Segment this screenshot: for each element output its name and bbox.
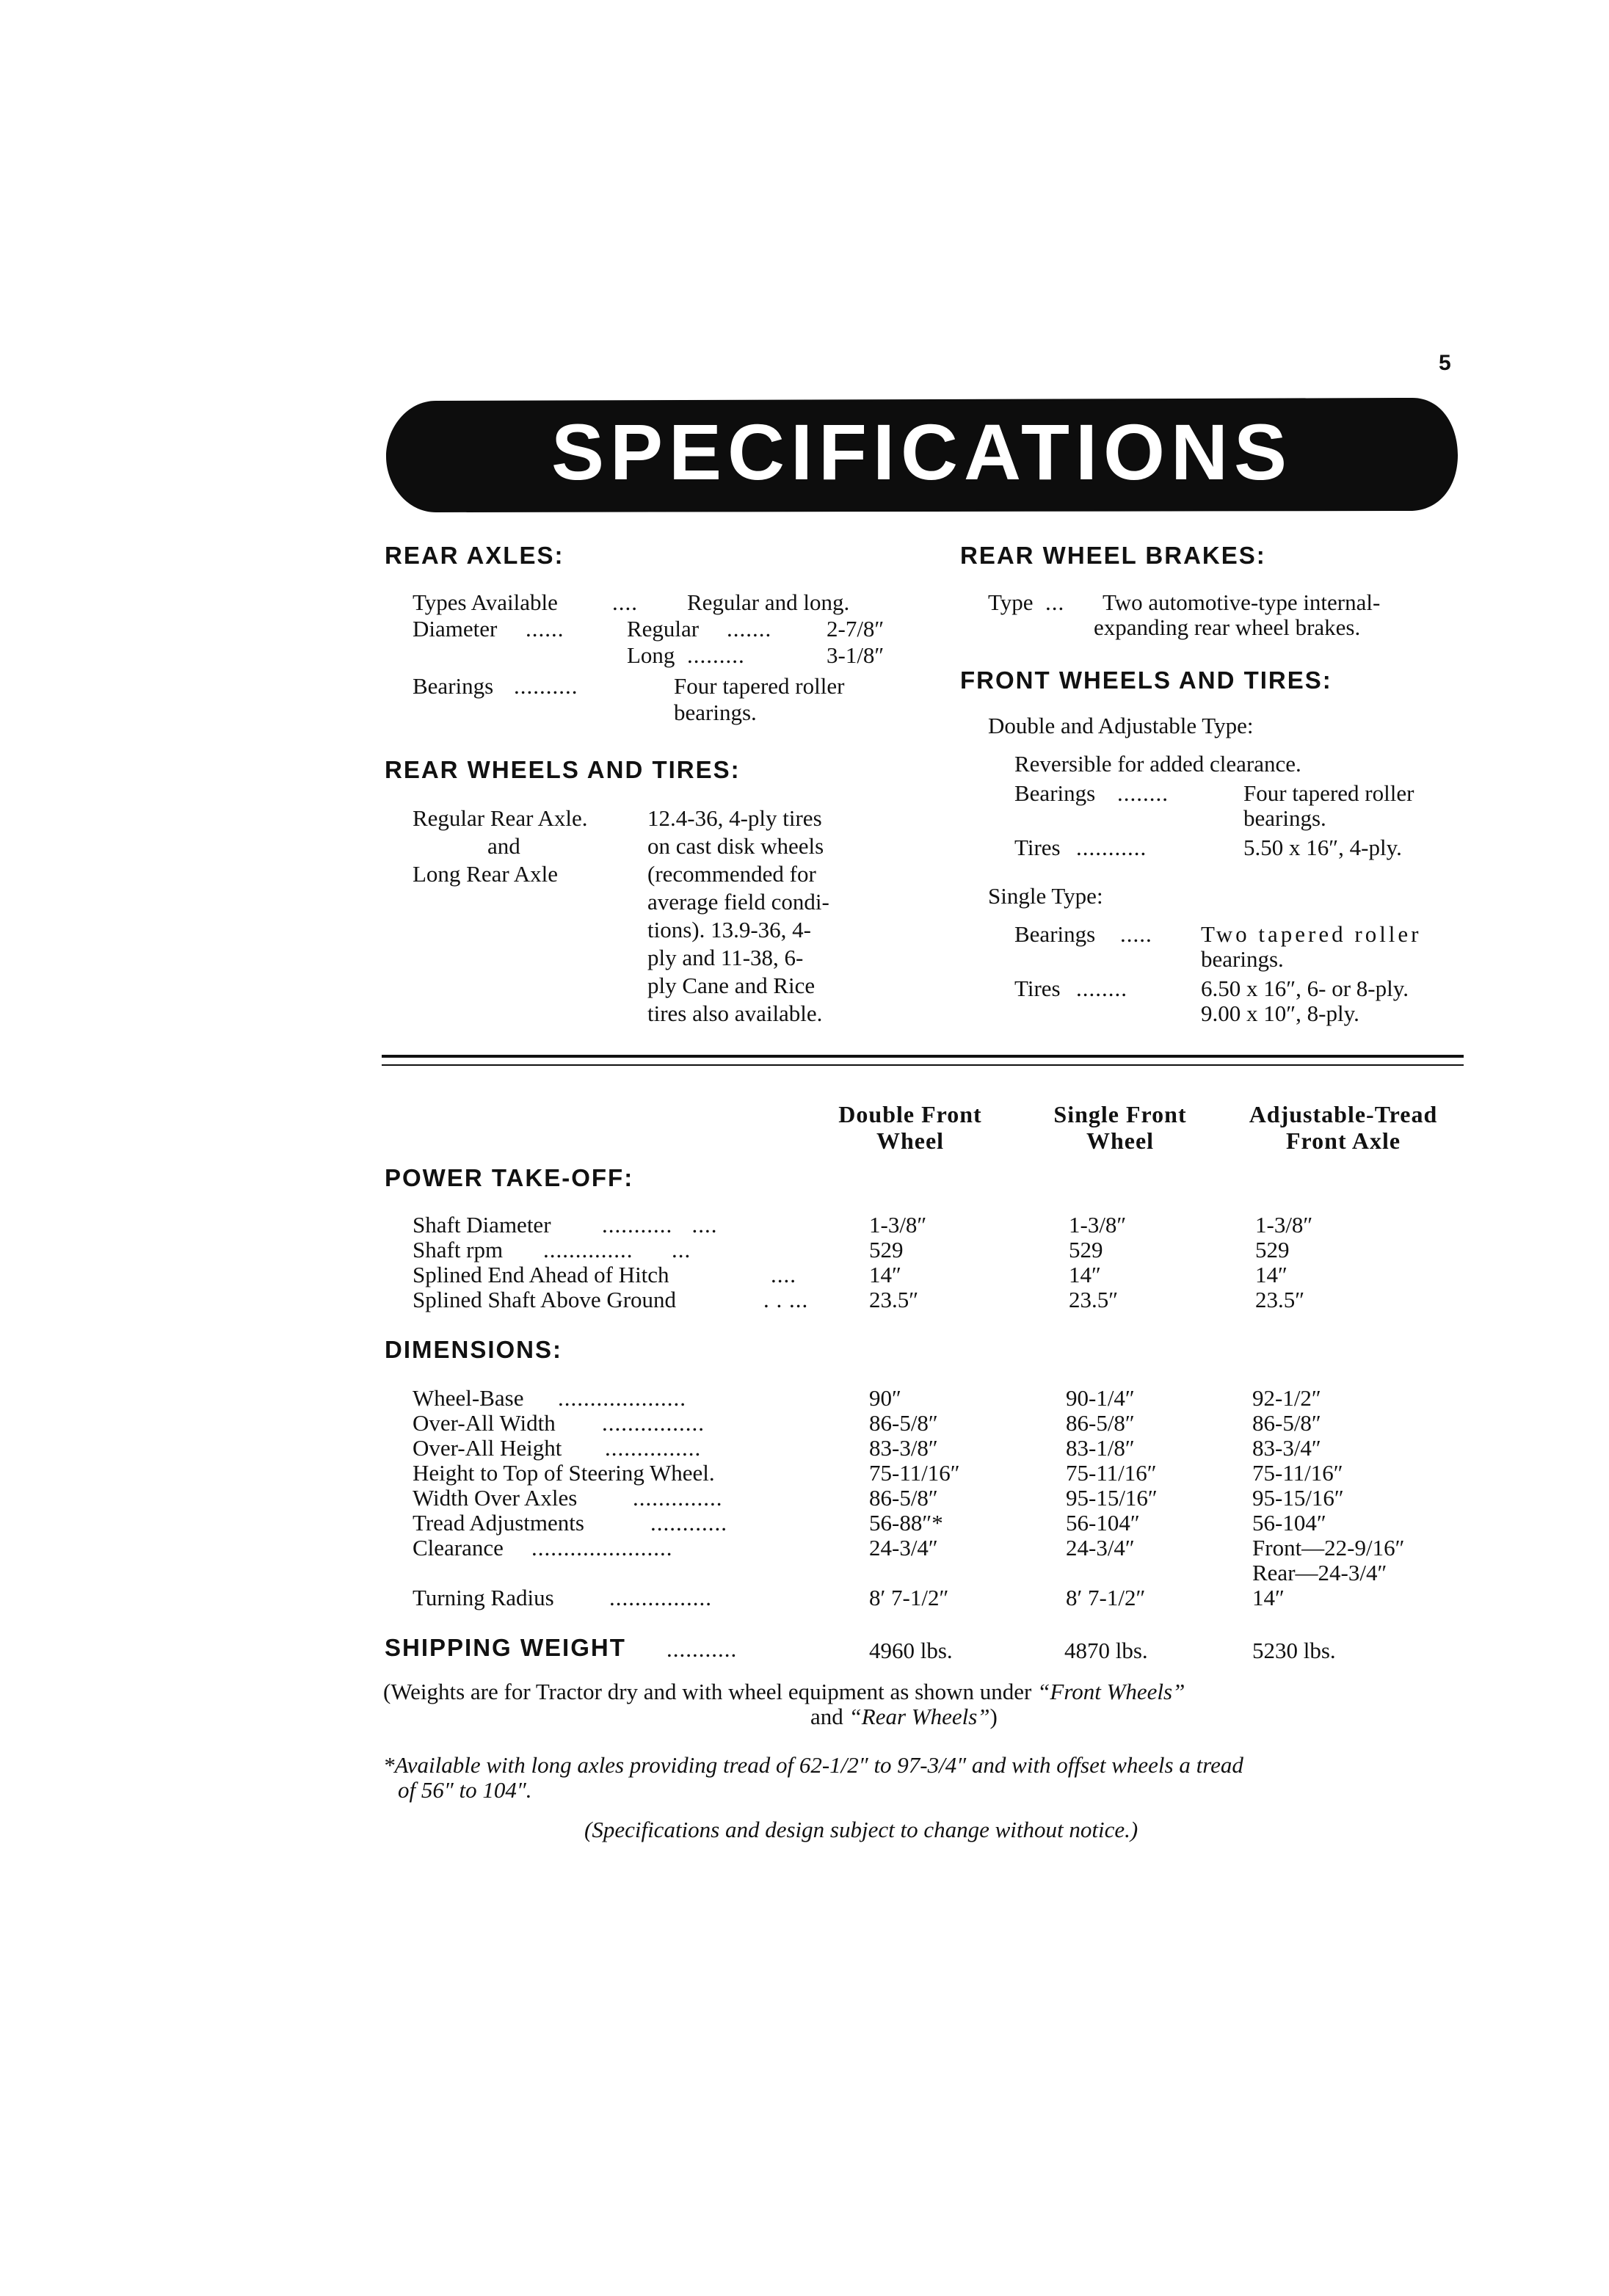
diameter-long-value: 3-1/8″ [827,642,885,668]
dim-row-double: 90″ [869,1385,901,1411]
dim-row-double: 86-5/8″ [869,1485,938,1511]
rear-axles-heading: REAR AXLES: [385,542,564,569]
dim-row-single: 86-5/8″ [1066,1410,1135,1436]
dim-row-adjustable: 95-15/16″ [1252,1485,1344,1511]
front-tires-value: 5.50 x 16″, 4-ply. [1243,835,1402,860]
rear-tires-desc-7: ply Cane and Rice [647,973,816,998]
pto-row-single: 1-3/8″ [1069,1212,1127,1238]
dim-row-label: Over-All Width [413,1410,556,1436]
reversible-text: Reversible for added clearance. [1014,751,1301,777]
pto-row-adjustable: 529 [1255,1237,1290,1263]
leader-dots: ....... [727,616,772,642]
dim-row-single: 95-15/16″ [1066,1485,1158,1511]
pto-row-label: Shaft rpm [413,1237,504,1263]
single-tires-value-1: 6.50 x 16″, 6- or 8-ply. [1201,976,1409,1001]
dim-row-double: 8′ 7-1/2″ [869,1585,949,1610]
leader-dots: .... [771,1262,796,1287]
dim-row-adjustable: Front—22-9/16″ [1252,1535,1405,1561]
leader-dots: ........... [1076,835,1147,860]
leader-dots: ............ [650,1510,727,1536]
pto-row-adjustable: 1-3/8″ [1255,1212,1313,1238]
diameter-regular-value: 2-7/8″ [827,616,885,642]
footnote-line-2: of 56″ to 104″. [398,1777,532,1803]
leader-dots: .......... [514,673,578,699]
rear-tires-desc-5: tions). 13.9-36, 4- [647,917,812,942]
leader-dots: ......... [687,642,745,668]
leader-dots: ...................... [531,1535,673,1561]
types-available-label: Types Available [413,589,558,615]
leader-dots: ................ [602,1410,705,1436]
pto-row-single: 23.5″ [1069,1287,1119,1312]
dim-row-double: 24-3/4″ [869,1535,938,1561]
dim-row-double: 75-11/16″ [869,1460,960,1486]
front-wheels-tires-heading: FRONT WHEELS AND TIRES: [960,666,1332,694]
leader-dots: ............... [605,1435,702,1461]
rear-tires-desc-3: (recommended for [647,861,816,887]
rear-axle-label-3: Long Rear Axle [413,861,559,887]
dim-row-adjustable: 56-104″ [1252,1510,1326,1536]
leader-dots: ........... [667,1636,738,1662]
pto-row-single: 529 [1069,1237,1103,1263]
leader-dots: .............. ... [543,1237,691,1263]
single-tires-label: Tires [1014,976,1061,1001]
rear-tires-desc-2: on cast disk wheels [647,833,824,859]
diameter-regular-label: Regular [627,616,700,642]
brake-type-value-1: Two automotive-type internal- [1103,589,1381,615]
dim-row-label: Wheel-Base [413,1385,524,1411]
dim-row-adjustable: 92-1/2″ [1252,1385,1321,1411]
leader-dots: ................ [609,1585,712,1610]
pto-row-label: Splined Shaft Above Ground [413,1287,677,1312]
rear-tires-desc-4: average field condi- [647,889,829,915]
rear-bearings-label: Bearings [413,673,494,699]
shipping-weight-heading: SHIPPING WEIGHT [385,1634,626,1661]
pto-row-label: Splined End Ahead of Hitch [413,1262,669,1287]
dim-row-label: Over-All Height [413,1435,562,1461]
leader-dots: .............. [633,1485,723,1511]
rear-bearings-value-1: Four tapered roller [674,673,845,699]
dim-row-double: 83-3/8″ [869,1435,938,1461]
brake-type-label: Type [988,589,1034,615]
leader-dots: .... [612,589,638,615]
rear-tires-desc-1: 12.4-36, 4-ply tires [647,805,822,831]
dim-row-adjustable: 83-3/4″ [1252,1435,1321,1461]
shipping-weight-single: 4870 lbs. [1064,1638,1148,1663]
rear-wheel-brakes-heading: REAR WHEEL BRAKES: [960,542,1266,569]
pto-row-single: 14″ [1069,1262,1101,1287]
col-header-single: Single Front Wheel [1053,1101,1187,1154]
front-bearings-value-2: bearings. [1243,805,1326,831]
disclaimer: (Specifications and design subject to change without notice.) [584,1817,1138,1842]
front-bearings-label: Bearings [1014,780,1096,806]
single-bearings-value-1: Two tapered roller [1201,921,1422,947]
col-header-adjustable: Adjustable-Tread Front Axle [1249,1101,1438,1154]
power-take-off-heading: POWER TAKE-OFF: [385,1164,634,1191]
leader-dots: ........ [1076,976,1127,1001]
dim-row-label: Tread Adjustments [413,1510,584,1536]
leader-dots: ..... [1120,921,1152,947]
single-tires-value-2: 9.00 x 10″, 8-ply. [1201,1000,1359,1026]
single-bearings-value-2: bearings. [1201,946,1284,972]
dim-row-adjustable: 14″ [1252,1585,1285,1610]
dim-row-double: 56-88″* [869,1510,943,1536]
section-divider [382,1055,1464,1066]
rear-axle-label-2: and [487,833,520,859]
double-adjustable-heading: Double and Adjustable Type: [988,713,1254,738]
diameter-long-label: Long [627,642,675,668]
leader-dots: ........ [1117,780,1169,806]
dim-row-single: 75-11/16″ [1066,1460,1157,1486]
pto-row-double: 23.5″ [869,1287,919,1312]
pto-row-double: 529 [869,1237,904,1263]
single-type-heading: Single Type: [988,883,1103,909]
rear-tires-desc-6: ply and 11-38, 6- [647,945,804,970]
types-available-value: Regular and long. [687,589,850,615]
pto-row-adjustable: 14″ [1255,1262,1287,1287]
leader-dots: ........... .... [602,1212,718,1238]
page-title: SPECIFICATIONS [551,407,1293,496]
dim-row-single: 83-1/8″ [1066,1435,1135,1461]
col-header-double: Double Front Wheel [838,1101,982,1154]
leader-dots: ...... [526,616,564,642]
pto-row-double: 14″ [869,1262,901,1287]
dim-row-adjustable: 75-11/16″ [1252,1460,1343,1486]
dim-row-label: Height to Top of Steering Wheel. [413,1460,715,1486]
leader-dots: ... [1045,589,1065,615]
pto-row-adjustable: 23.5″ [1255,1287,1305,1312]
dim-row-single: 56-104″ [1066,1510,1140,1536]
dim-row-adjustable: 86-5/8″ [1252,1410,1321,1436]
pto-row-label: Shaft Diameter [413,1212,551,1238]
dim-row-adjustable: Rear—24-3/4″ [1252,1560,1387,1585]
shipping-weight-double: 4960 lbs. [869,1638,953,1663]
weights-note-line-1: (Weights are for Tractor dry and with wheel equipment as shown under “Front Wheels” [383,1679,1185,1704]
dim-row-label: Turning Radius [413,1585,554,1610]
dim-row-single: 90-1/4″ [1066,1385,1135,1411]
rear-bearings-value-2: bearings. [674,700,757,725]
rear-tires-desc-8: tires also available. [647,1000,823,1026]
footnote-line-1: *Available with long axles providing tread of 62-1/2″ to 97-3/4″ and with offset wheels a tread [383,1752,1243,1778]
dim-row-label: Width Over Axles [413,1485,578,1511]
front-bearings-value-1: Four tapered roller [1243,780,1414,806]
rear-wheels-tires-heading: REAR WHEELS AND TIRES: [385,756,741,783]
dimensions-heading: DIMENSIONS: [385,1336,563,1363]
weights-note-line-2: and “Rear Wheels”) [810,1704,998,1729]
dim-row-double: 86-5/8″ [869,1410,938,1436]
rear-axle-label-1: Regular Rear Axle. [413,805,588,831]
leader-dots: . . ... [763,1287,809,1312]
front-tires-label: Tires [1014,835,1061,860]
pto-row-double: 1-3/8″ [869,1212,927,1238]
single-bearings-label: Bearings [1014,921,1096,947]
brake-type-value-2: expanding rear wheel brakes. [1094,614,1361,640]
diameter-label: Diameter [413,616,498,642]
leader-dots: .................... [558,1385,686,1411]
page-number: 5 [1439,351,1451,375]
dim-row-single: 8′ 7-1/2″ [1066,1585,1146,1610]
dim-row-label: Clearance [413,1535,504,1561]
dim-row-single: 24-3/4″ [1066,1535,1135,1561]
shipping-weight-adjustable: 5230 lbs. [1252,1638,1336,1663]
